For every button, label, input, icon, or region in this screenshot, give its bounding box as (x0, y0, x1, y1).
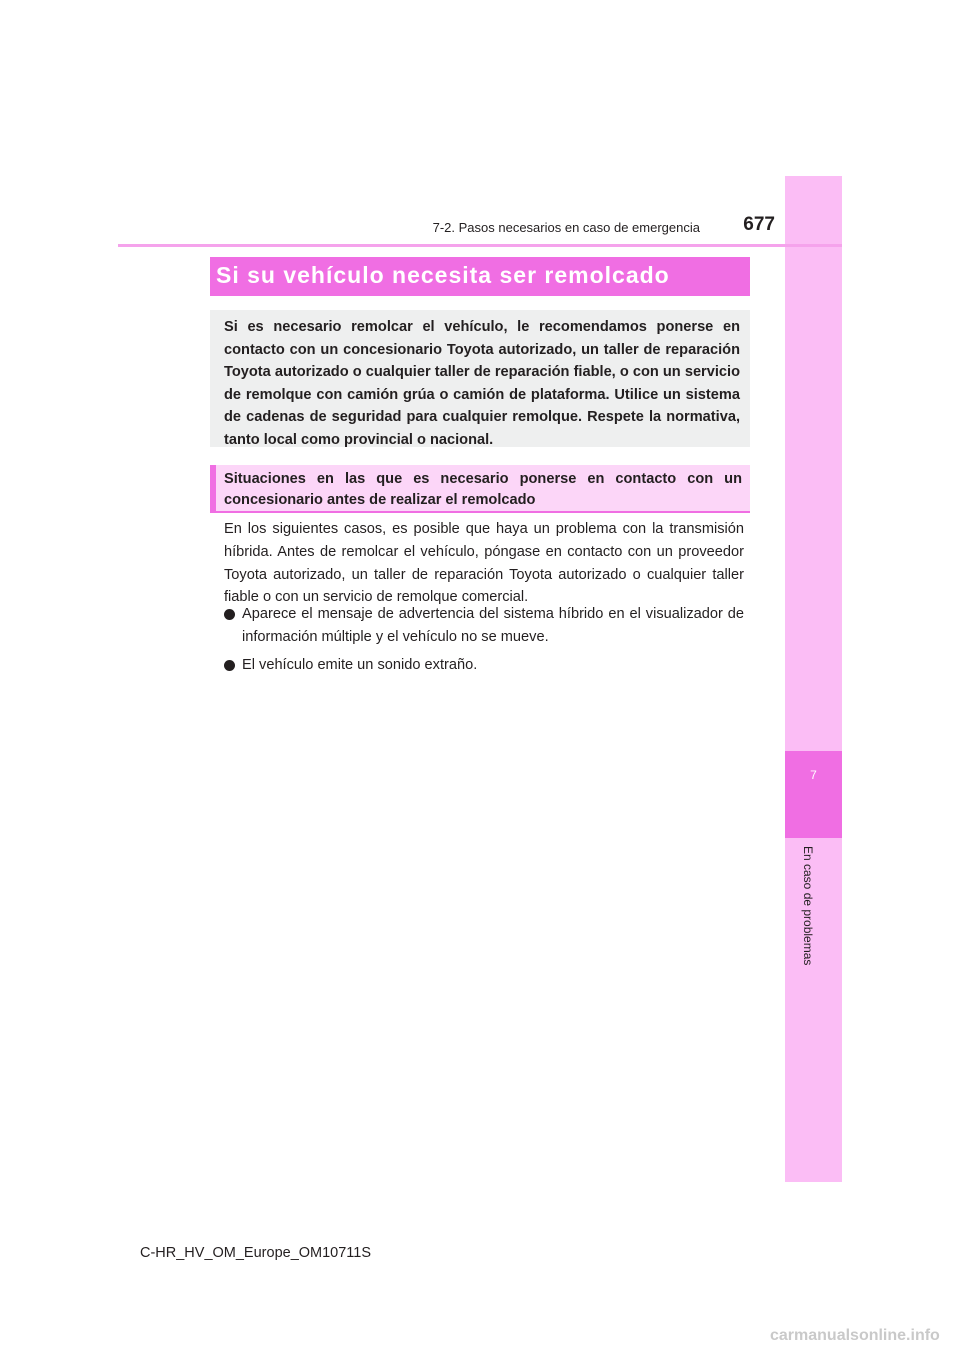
chapter-tab (785, 751, 842, 838)
bullet-icon (224, 660, 235, 671)
watermark: carmanualsonline.info (770, 1327, 940, 1344)
bullet-list (224, 603, 744, 681)
subheading-text: Situaciones en las que es necesario ponerse en contacto con un concesionario antes de realizar el remolcado (224, 471, 742, 508)
bullet-text: Aparece el mensaje de advertencia del sistema híbrido en el visualizador de información múltiple y el vehículo no se mueve. (242, 606, 744, 645)
page-number: 677 (743, 214, 775, 235)
intro-text: Si es necesario remolcar el vehículo, le recomendamos ponerse en contacto con un concesionario Toyota autorizado, un taller de reparación Toyota autorizado o cualquier taller de reparación fiable, o con un servicio de remolque con camión grúa o camión de plataforma. Utilice un sistema de cadenas de seguridad para cualquier remolque. Respete la normativa, tanto local como provincial o nacional. (224, 319, 740, 448)
list-item (224, 654, 744, 677)
subheading-accent-bar (210, 465, 216, 511)
page-title: Si su vehículo necesita ser remolcado (216, 262, 670, 288)
chapter-number: 7 (810, 768, 817, 782)
header-divider (118, 244, 842, 247)
subheading-underline (210, 511, 750, 513)
chapter-label: En caso de problemas (801, 846, 815, 966)
side-tab-strip (785, 176, 842, 1182)
bullet-text: El vehículo emite un sonido extraño. (242, 656, 478, 673)
list-item (224, 603, 744, 649)
bullet-icon (224, 609, 235, 620)
section-header: 7-2. Pasos necesarios en caso de emergencia (432, 220, 700, 235)
manual-code: C-HR_HV_OM_Europe_OM10711S (140, 1245, 372, 1261)
body-paragraph: En los siguientes casos, es posible que haya un problema con la transmisión híbrida. Antes de remolcar el vehículo, póngase en contacto con un proveedor Toyota autorizado, un taller de reparación Toyota autorizado o cualquier taller fiable o con un servicio de remolque comercial. (224, 521, 744, 606)
